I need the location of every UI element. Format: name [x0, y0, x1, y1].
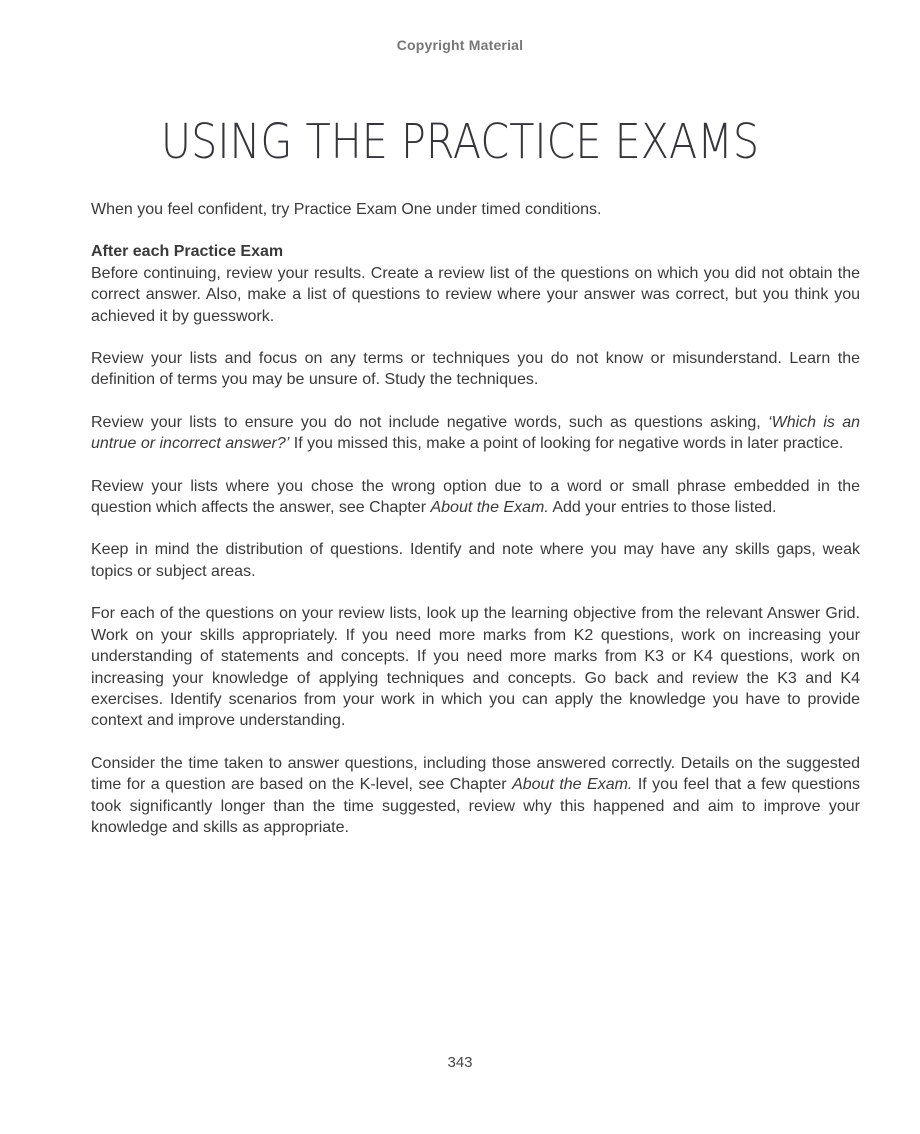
text-run: ‘Which is an untrue or incorrect answer?’	[91, 413, 861, 453]
text-run: Review your lists to ensure you do not include negative words, such as questions asking,	[91, 413, 769, 431]
text-run: Review your lists where you chose the wrong option due to a word or small phrase embedded in the question which affects the answer, see Chapter	[91, 477, 860, 517]
paragraph	[91, 603, 860, 731]
text-run: For each of the questions on your review lists, look up the learning objective from the relevant Answer Grid. Work on your skills appropriately. If you need more marks from K2 questions, work on increasing your understanding of statements and concepts. If you need more marks from K3 or K4 questions, work on increasing your knowledge of applying techniques and concepts. Go back and review the K3 and K4 exercises. Identify scenarios from your work in which you can apply the knowledge you have to provide context and improve understanding.	[91, 605, 860, 730]
text-run: After each Practice Exam	[91, 243, 284, 261]
text-run: About the Exam.	[430, 499, 549, 517]
text-run: Add your entries to those listed.	[548, 499, 777, 517]
text-run: Consider the time taken to answer questions, including those answered correctly. Details on the suggested time for a question are based on the K-level, see Chapter	[91, 754, 860, 794]
paragraph	[91, 476, 860, 519]
paragraph	[91, 753, 860, 839]
page-title: USING THE PRACTICE EXAMS	[160, 114, 760, 170]
paragraph	[91, 199, 860, 220]
text-run: Review your lists and focus on any terms or techniques you do not know or misunderstand. Learn the definition of terms you may be unsure of. Study the techniques.	[91, 350, 860, 389]
body-text	[0, 199, 920, 838]
section-heading	[91, 241, 860, 262]
text-run: If you feel that a few questions took significantly longer than the time suggested, review why this happened and aim to improve your knowledge and skills as appropriate.	[91, 776, 861, 836]
text-run: When you feel confident, try Practice Exam One under timed conditions.	[91, 201, 602, 218]
text-run: If you missed this, make a point of looking for negative words in later practice.	[289, 435, 844, 453]
paragraph	[91, 539, 860, 582]
text-run: About the Exam.	[512, 776, 633, 794]
paragraph	[91, 412, 860, 455]
text-run: Before continuing, review your results. Create a review list of the questions on which you did not obtain the correct answer. Also, make a list of questions to review where your answer was correct, but you think you achieved it by guesswork.	[91, 264, 860, 325]
paragraph	[91, 348, 860, 391]
copyright-notice: Copyright Material	[396, 37, 524, 53]
text-run: Keep in mind the distribution of questions. Identify and note where you may have any skills gaps, weak topics or subject areas.	[91, 541, 860, 580]
page-number: 343	[447, 1054, 473, 1071]
paragraph	[91, 263, 860, 327]
